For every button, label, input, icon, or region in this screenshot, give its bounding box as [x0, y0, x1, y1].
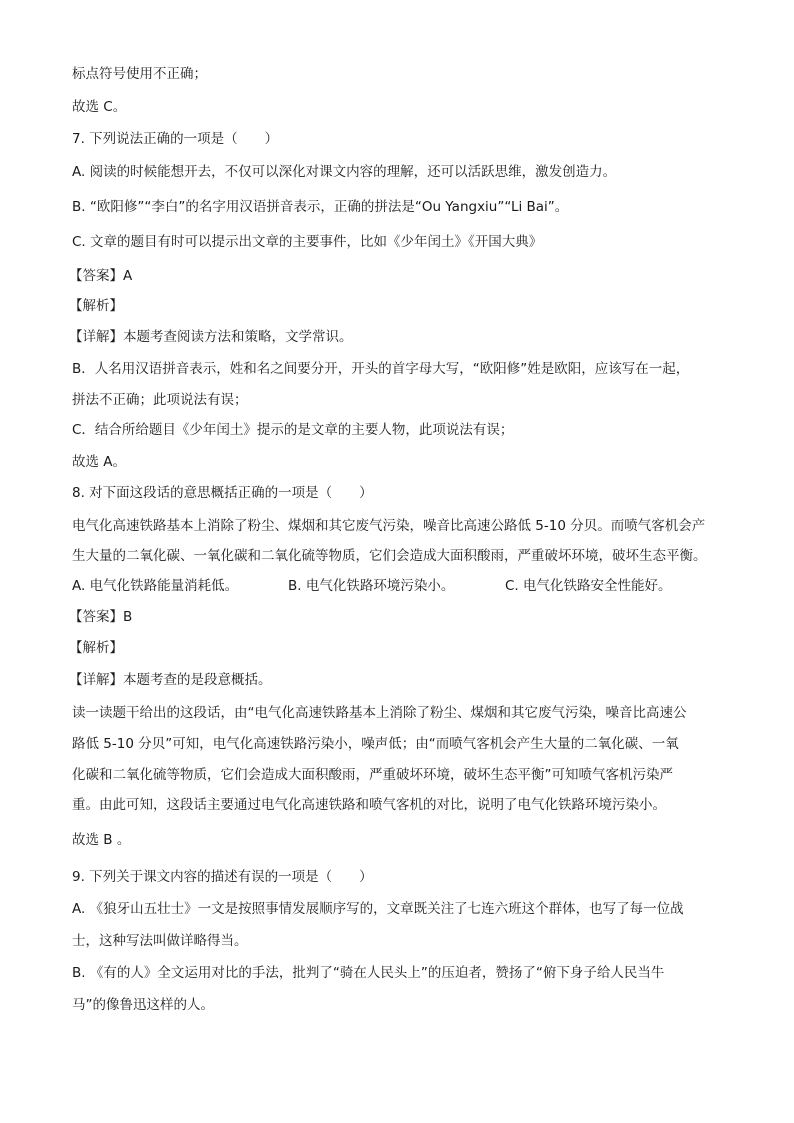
question-8-option-a: A. 电气化铁路能量消耗低。 — [72, 578, 239, 594]
answer-label: 【答案】A — [69, 268, 133, 284]
question-8-stem: 8. 对下面这段话的意思概括正确的一项是（ ） — [72, 485, 373, 501]
detail-text: 重。由此可知，这段话主要通过电气化高速铁路和喷气客机的对比，说明了电气化铁路环境污染小。 — [72, 797, 666, 813]
text-line: 故选 B 。 — [72, 832, 131, 848]
question-8-passage: 生大量的二氧化碳、一氧化碳和二氧化硫等物质，它们会造成大面积酸雨，严重破坏环境，破坏生态平衡。 — [72, 548, 707, 564]
question-9-option-a: 士，这种写法叫做详略得当。 — [72, 933, 248, 949]
question-7-option-a: A. 阅读的时候能想开去，不仅可以深化对课文内容的理解，还可以活跃思维，激发创造力。 — [72, 164, 617, 180]
detail-text: 路低 5-10 分贝”可知，电气化高速铁路污染小，噪声低；由“而喷气客机会产生大量的二氧化碳、一氧 — [72, 736, 679, 752]
text-line: 故选 C。 — [72, 99, 127, 115]
text-line: 故选 A。 — [72, 454, 127, 470]
question-7-option-b: B. “欧阳修”“李白”的名字用汉语拼音表示，正确的拼法是“Ou Yangxiu”“Li Bai”。 — [72, 199, 569, 215]
question-9-option-b: 马”的像鲁迅这样的人。 — [72, 997, 214, 1013]
question-7-option-c: C. 文章的题目有时可以提示出文章的主要事件，比如《少年闰土》《开国大典》 — [72, 234, 543, 250]
detail-text: B．人名用汉语拼音表示，姓和名之间要分开，开头的首字母大写，“欧阳修”姓是欧阳，应该写在一起， — [72, 361, 690, 377]
detail-text: 读一读题干给出的这段话，由“电气化高速铁路基本上消除了粉尘、煤烟和其它废气污染，噪音比高速公 — [72, 705, 687, 721]
detail-text: 【详解】本题考查的是段意概括。 — [69, 672, 272, 688]
analysis-label: 【解析】 — [69, 298, 123, 314]
detail-text: 【详解】本题考查阅读方法和策略，文学常识。 — [69, 329, 353, 345]
question-8-option-b: B. 电气化铁路环境污染小。 — [288, 578, 455, 594]
text-line: 标点符号使用不正确； — [72, 66, 207, 82]
question-7-stem: 7. 下列说法正确的一项是（ ） — [72, 131, 279, 147]
question-8-passage: 电气化高速铁路基本上消除了粉尘、煤烟和其它废气污染，噪音比高速公路低 5-10 分贝。而喷气客机会产 — [72, 518, 706, 534]
answer-label: 【答案】B — [69, 609, 133, 625]
question-8-option-c: C. 电气化铁路安全性能好。 — [505, 578, 672, 594]
analysis-label: 【解析】 — [69, 640, 123, 656]
detail-text: C．结合所给题目《少年闰土》提示的是文章的主要人物，此项说法有误； — [72, 422, 514, 438]
question-9-option-b: B. 《有的人》全文运用对比的手法，批判了“骑在人民头上”的压迫者，赞扬了“俯下身子给人民当牛 — [72, 965, 665, 981]
question-9-stem: 9. 下列关于课文内容的描述有误的一项是（ ） — [72, 869, 373, 885]
detail-text: 拼法不正确；此项说法有误； — [72, 392, 248, 408]
detail-text: 化碳和二氧化硫等物质，它们会造成大面积酸雨，严重破坏环境，破坏生态平衡”可知喷气客机污染严 — [72, 767, 673, 783]
question-9-option-a: A. 《狼牙山五壮士》一文是按照事情发展顺序写的，文章既关注了七连六班这个群体，也写了每一位战 — [72, 901, 684, 917]
